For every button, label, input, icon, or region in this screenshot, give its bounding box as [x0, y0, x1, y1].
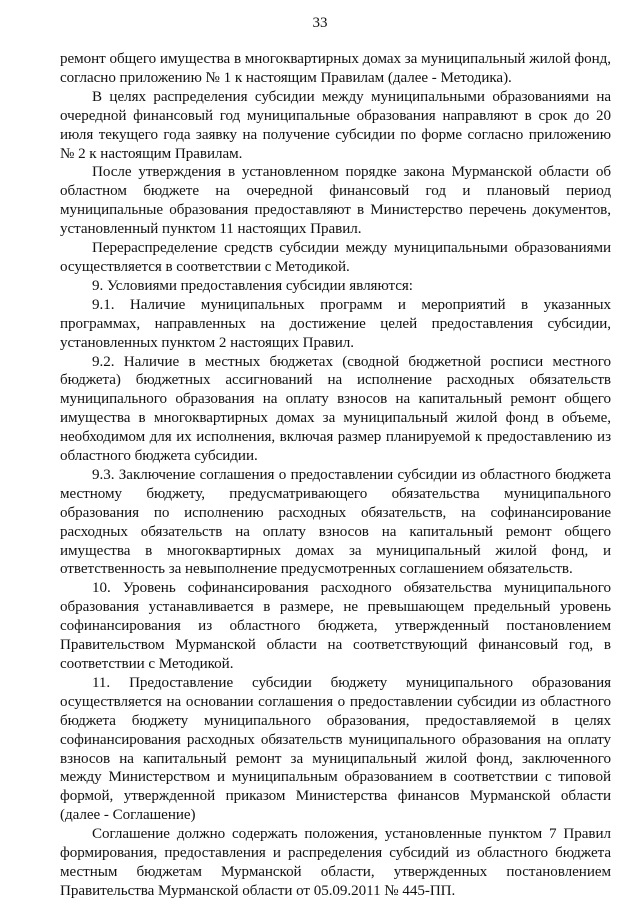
- paragraph-redistribution: Перераспределение средств субсидии между муниципальными образованиями осуществляется в соответствии с Методикой.: [60, 240, 611, 275]
- paragraph-application-deadline: В целях распределения субсидии между муниципальными образованиями на очередной финансовый год муниципальные образования направляют в срок до 20 июля текущего года заявку на получение субсидии по форме согласно приложению № 2 к настоящим Правилам.: [60, 88, 611, 162]
- paragraph-item-11: 11. Предоставление субсидии бюджету муниципального образования осуществляется на основании соглашения о предоставлении субсидии из областного бюджета бюджету муниципального образования, предоставляемой в целях софинансирования расходных обязательств муниципального образования на оплату взносов на капитальный ремонт за муниципальный жилой фонд, заключенного между Министерством и муниципальным образованием в соответствии с типовой формой, утвержденной приказом Министерства финансов Мурманской области (далее - Соглашение): [60, 674, 611, 824]
- paragraph-continuation: ремонт общего имущества в многоквартирных домах за муниципальный жилой фонд, согласно приложению № 1 к настоящим Правилам (далее - Методика).: [60, 51, 611, 86]
- paragraph-item-10: 10. Уровень софинансирования расходного обязательства муниципального образования устанавливается в размере, не превышающем предельный уровень софинансирования из областного бюджета, утвержденный постановлением Правительством Мурманской области на соответствующий финансовый год, в соответствии с Методикой.: [60, 580, 611, 672]
- document-body: [60, 50, 611, 901]
- paragraph-item-9-1: 9.1. Наличие муниципальных программ и мероприятий в указанных программах, направленных на достижение целей предоставления субсидии, установленных пунктом 2 настоящих Правил.: [60, 296, 611, 351]
- paragraph-item-9-2: 9.2. Наличие в местных бюджетах (сводной бюджетной росписи местного бюджета) бюджетных ассигнований на исполнение расходных обязательств муниципального образования на оплату взносов на капитальный ремонт общего имущества в многоквартирных домах за муниципальный жилой фонд в объеме, необходимом для их исполнения, включая размер планируемой к предоставлению из областного бюджета субсидии.: [60, 353, 611, 465]
- paragraph-item-9-3: 9.3. Заключение соглашения о предоставлении субсидии из областного бюджета местному бюджету, предусматривающего обязательства муниципального образования по исполнению расходных обязательств, на софинансирование расходных обязательств на оплату взносов на капитальный ремонт общего имущества в многоквартирных домах за муниципальный жилой фонд, и ответственность за невыполнение предусмотренных соглашением обязательств.: [60, 466, 611, 578]
- page-number: 33: [312, 15, 328, 31]
- paragraph-item-9: 9. Условиями предоставления субсидии являются:: [92, 277, 413, 294]
- paragraph-after-law-approval: После утверждения в установленном порядке закона Мурманской области об областном бюджете на очередной финансовый год и плановый период муниципальные образования предоставляют в Министерство перечень документов, установленный пунктом 11 настоящих Правил.: [60, 164, 611, 238]
- paragraph-agreement-provisions: Соглашение должно содержать положения, установленные пунктом 7 Правил формирования, предоставления и распределения субсидий из областного бюджета местным бюджетам Мурманской области, утвержденных постановлением Правительства Мурманской области от 05.09.2011 № 445-ПП.: [60, 826, 611, 899]
